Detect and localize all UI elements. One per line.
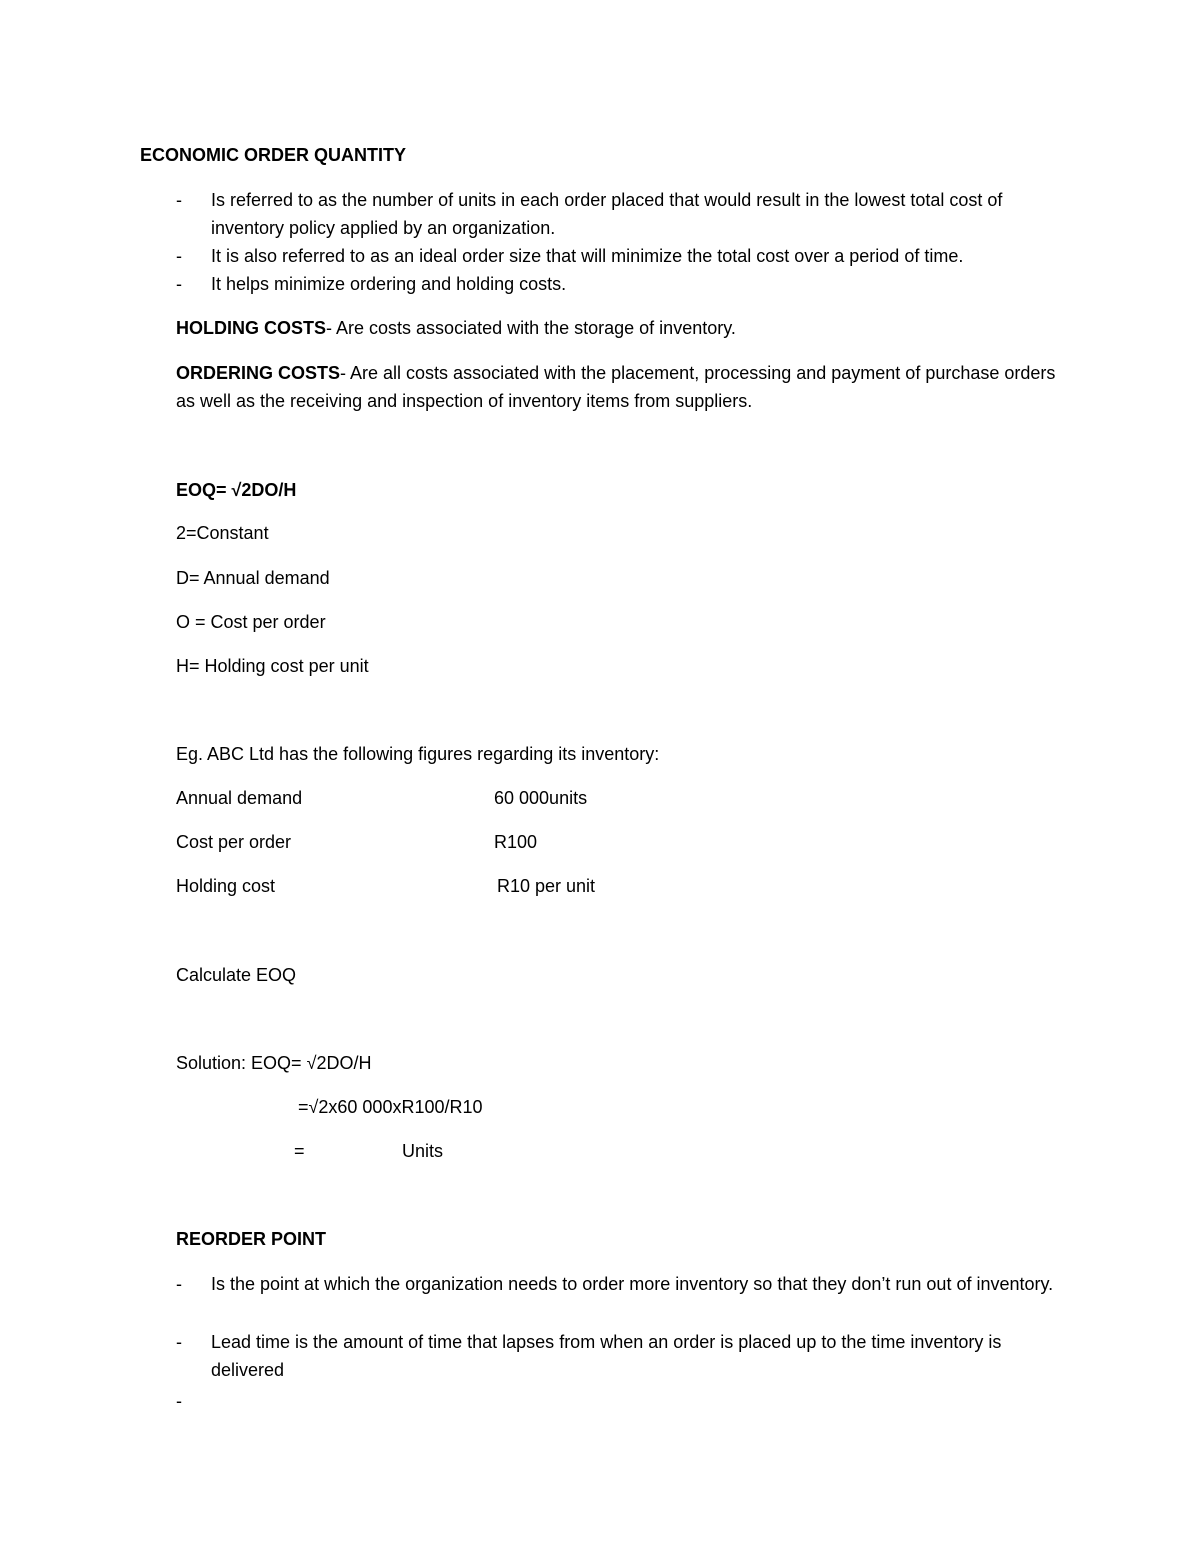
ordering-costs-definition: - Are all costs associated with the placement, processing and payment of purchase orders as well as the receiving and inspection of inventory items from suppliers. — [176, 363, 1056, 411]
solution-line-2: =√2x60 000xR100/R10 — [298, 1097, 483, 1117]
eoq-formula: EOQ= √2DO/H — [176, 480, 297, 500]
formula-variable: H= Holding cost per unit — [176, 656, 369, 676]
reorder-bullet-2: Lead time is the amount of time that lapses from when an order is placed up to the time inventory is delivered — [211, 1332, 1002, 1380]
holding-costs-line — [176, 317, 736, 339]
example-row-label: Holding cost — [176, 876, 276, 896]
example-row-label: Annual demand — [176, 788, 303, 808]
eoq-bullet-3: It helps minimize ordering and holding costs. — [211, 274, 567, 294]
formula-variable: D= Annual demand — [176, 568, 330, 588]
reorder-heading: REORDER POINT — [176, 1229, 327, 1249]
example-row-value: 60 000units — [494, 788, 588, 808]
eoq-heading: ECONOMIC ORDER QUANTITY — [140, 145, 407, 165]
bullet-dash: - — [176, 1332, 182, 1352]
formula-variable: 2=Constant — [176, 523, 269, 543]
bullet-dash: - — [176, 274, 182, 294]
formula-variable: O = Cost per order — [176, 612, 326, 632]
eoq-bullet-2: It is also referred to as an ideal order size that will minimize the total cost over a period of time. — [211, 246, 964, 266]
solution-line-1: Solution: EOQ= √2DO/H — [176, 1053, 372, 1073]
holding-costs-term: HOLDING COSTS — [176, 318, 327, 338]
example-task: Calculate EOQ — [176, 965, 297, 985]
bullet-dash: - — [176, 1391, 182, 1411]
ordering-costs-paragraph — [176, 359, 1066, 415]
ordering-costs-term: ORDERING COSTS — [176, 363, 341, 383]
bullet-dash: - — [176, 246, 182, 266]
reorder-bullet-1: Is the point at which the organization needs to order more inventory so that they don’t run out of inventory. — [211, 1274, 1054, 1294]
example-row-value: R100 — [494, 832, 538, 852]
example-row-value: R10 per unit — [497, 876, 596, 896]
example-row-label: Cost per order — [176, 832, 292, 852]
example-intro: Eg. ABC Ltd has the following figures regarding its inventory: — [176, 744, 660, 764]
holding-costs-definition: - Are costs associated with the storage of inventory. — [326, 318, 736, 338]
bullet-dash: - — [176, 1274, 182, 1294]
solution-units: Units — [402, 1141, 444, 1161]
bullet-dash: - — [176, 190, 182, 210]
solution-equals: = — [294, 1141, 305, 1161]
eoq-bullet-1: Is referred to as the number of units in each order placed that would result in the lowest total cost of inventory policy applied by an organization. — [211, 190, 1003, 238]
